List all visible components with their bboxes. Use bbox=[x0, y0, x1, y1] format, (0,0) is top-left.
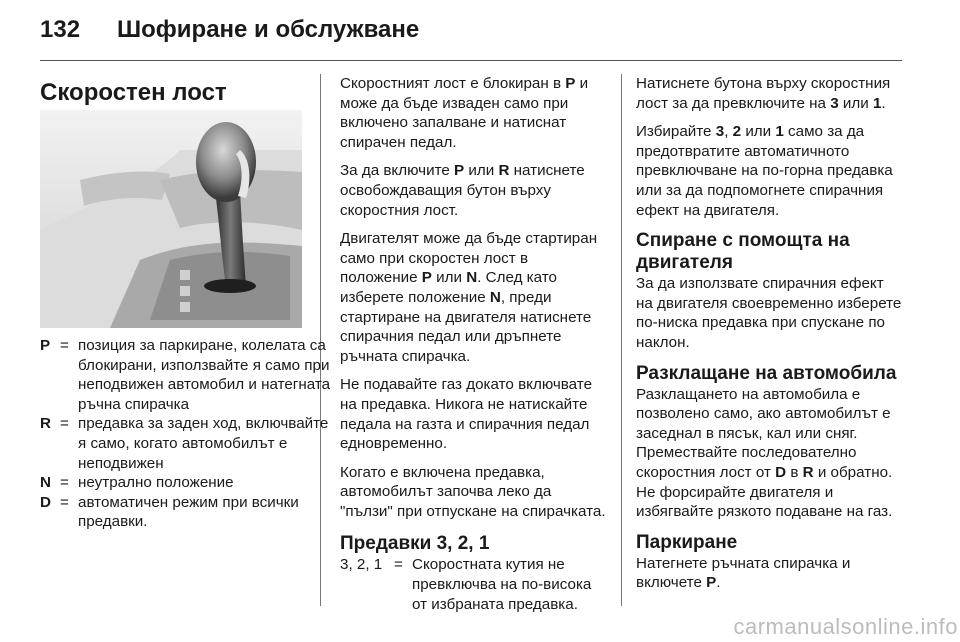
definition-equals: = bbox=[60, 415, 69, 433]
definition-text: предавка за заден ход, включвайте я само, когато автомобилът е неподвижен bbox=[78, 415, 329, 472]
column-3 bbox=[636, 74, 904, 602]
heading-gears-3-2-1: Предавки 3, 2, 1 bbox=[340, 533, 490, 555]
heading-rocking: Разклащане на автомобила bbox=[636, 362, 897, 384]
paragraph-engine-start: Двигателят може да бъде стартиран само при скоростен лост в положение P или N. След като изберете положение N, преди стартиране на двигателя натиснете спирачния педал или дръпнете ръчната спирачка. bbox=[340, 230, 598, 365]
header-rule bbox=[40, 60, 902, 61]
paragraph-no-throttle: Не подавайте газ докато включвате на предавка. Никога не натискайте педала на газта и спирачния педал едновременно. bbox=[340, 376, 593, 453]
heading-parking: Паркиране bbox=[636, 531, 738, 553]
definition-text: автоматичен режим при всички предавки. bbox=[78, 493, 299, 531]
watermark: carmanualsonline.info bbox=[733, 614, 958, 639]
definition-row bbox=[40, 493, 338, 532]
column-1 bbox=[40, 80, 308, 106]
definition-key: N bbox=[40, 474, 51, 492]
definition-key: P bbox=[40, 337, 51, 354]
definition-equals: = bbox=[60, 493, 69, 511]
column-2 bbox=[340, 74, 608, 614]
gears-equals: = bbox=[394, 556, 403, 574]
paragraph-engine-braking: За да използвате спирачния ефект на двигателя своевременно изберете по-ниска предавка при спускане по наклон. bbox=[636, 275, 902, 351]
definition-key: R bbox=[40, 415, 51, 433]
gears-key: 3, 2, 1 bbox=[340, 556, 383, 574]
definition-row bbox=[40, 414, 338, 473]
heading-gear-lever: Скоростен лост bbox=[40, 79, 227, 106]
definition-text: позиция за паркиране, колелата са блокирани, използвайте я само при неподвижен автомобил и натегната ръчна спирачка bbox=[78, 337, 331, 413]
definition-key: D bbox=[40, 493, 51, 511]
paragraph-press-button: Натиснете бутона върху скоростния лост за да превключите на 3 или 1. bbox=[636, 75, 891, 112]
page-number: 132 bbox=[40, 16, 81, 43]
gear-lever-photo bbox=[40, 110, 302, 328]
position-definitions bbox=[40, 336, 338, 532]
definition-equals: = bbox=[60, 337, 69, 354]
gear-lever-illustration bbox=[40, 110, 302, 328]
definition-text: неутрално положение bbox=[78, 474, 234, 492]
definition-equals: = bbox=[60, 474, 69, 492]
section-title: Шофиране и обслужване bbox=[117, 16, 420, 43]
paragraph-rocking: Разклащането на автомобила е позволено само, ако автомобилът е заседнал в пясък, кал или сняг. Премествайте последователно скоростния лост от D в R и обратно. Не форсирайте двигателя и избягвайте рязкото подаване на газ. bbox=[636, 385, 893, 521]
definition-row bbox=[40, 473, 338, 493]
paragraph-select-gears: Избирайте 3, 2 или 1 само за да предотвратите автоматичното превключване на по-горна предавка или за да подпомогнете спирачния ефект на двигателя. bbox=[636, 123, 893, 219]
heading-engine-braking: Спиране с помощта на двигателя bbox=[636, 230, 850, 274]
paragraph-parking: Натегнете ръчната спирачка и включете P. bbox=[636, 554, 851, 592]
gears-text: Скоростната кутия не превключва на по-висока от избраната предавка. bbox=[412, 556, 592, 613]
definition-row-gears bbox=[340, 555, 608, 614]
paragraph-creep: Когато е включена предавка, автомобилът започва леко да "пълзи" при отпускане на спирачката. bbox=[340, 463, 606, 520]
paragraph-engage-p-r: За да включите P или R натиснете освобождаващия бутон върху скоростния лост. bbox=[340, 162, 585, 219]
column-divider-2 bbox=[621, 74, 622, 606]
definition-row bbox=[40, 336, 338, 414]
paragraph-lever-blocked: Скоростният лост е блокиран в P и може да бъде изваден само при включено запалване и натиснат спирачен педал. bbox=[340, 75, 589, 151]
